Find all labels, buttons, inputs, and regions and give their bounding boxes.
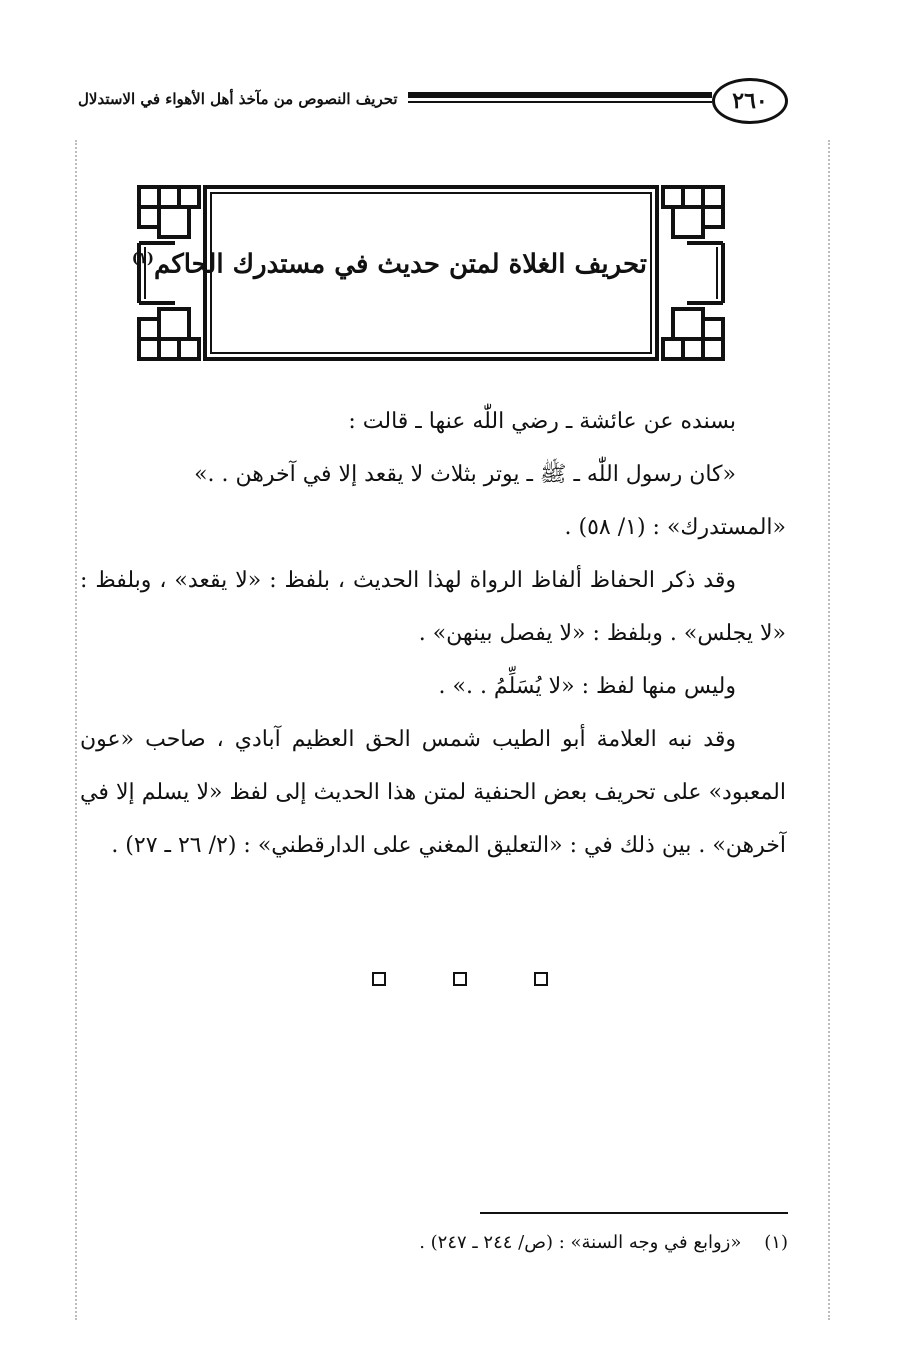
running-title: تحريف النصوص من مآخذ أهل الأهواء في الاستدلال	[78, 90, 398, 108]
margin-dots-right	[828, 140, 832, 1320]
title-footnote-marker: (١)	[131, 249, 155, 267]
separator-box-icon	[534, 972, 548, 986]
chapter-title-text: تحريف الغلاة لمتن حديث في مستدرك الحاكم	[154, 249, 647, 280]
page-number: ٢٦٠	[712, 78, 788, 124]
section-separator	[360, 972, 560, 986]
paragraph-note: وقد نبه العلامة أبو الطيب شمس الحق العظيم آبادي ، صاحب «عون المعبود» على تحريف بعض الحنفية لمتن هذا الحديث إلى لفظ «لا يسلم إلا في آخرهن» . بين ذلك في : «التعليق المغني على الدارقطني» : (٢/ ٢٦ ـ ٢٧) .	[80, 727, 786, 858]
margin-dots-left	[75, 140, 79, 1320]
chapter-title	[131, 249, 647, 280]
page-header	[78, 78, 788, 134]
paragraph-hadith: «كان رسول اللّٰه ـ ﷺ ـ يوتر بثلاث لا يقعد إلا في آخرهن . .»	[194, 462, 736, 487]
footnote-number: (١)	[764, 1232, 788, 1253]
body-text	[80, 395, 786, 872]
separator-box-icon	[453, 972, 467, 986]
footnote	[80, 1232, 788, 1253]
footnote-text: «زوابع في وجه السنة» : (ص/ ٢٤٤ ـ ٢٤٧) .	[419, 1232, 742, 1253]
paragraph-not-included: وليس منها لفظ : «لا يُسَلِّمُ . .» .	[438, 674, 736, 699]
separator-box-icon	[372, 972, 386, 986]
paragraph-narrations: وقد ذكر الحفاظ ألفاظ الرواة لهذا الحديث ، بلفظ : «لا يقعد» ، وبلفظ : «لا يجلس» . وبلفظ : «لا يفصل بينهن» .	[80, 568, 786, 646]
chapter-title-frame	[131, 183, 727, 363]
paragraph-reference: «المستدرك» : (١/ ٥٨) .	[564, 515, 786, 540]
header-rule	[408, 92, 712, 106]
paragraph-isnad: بسنده عن عائشة ـ رضي اللّٰه عنها ـ قالت :	[348, 409, 736, 434]
footnote-rule	[480, 1212, 788, 1214]
